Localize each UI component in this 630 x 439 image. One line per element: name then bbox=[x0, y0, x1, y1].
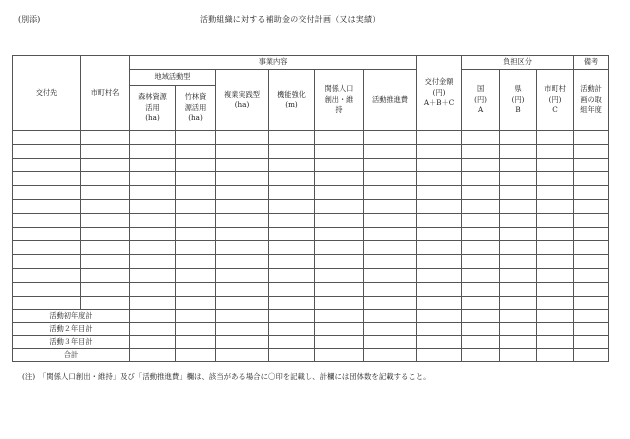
table-cell[interactable] bbox=[130, 144, 176, 158]
table-cell[interactable] bbox=[417, 255, 462, 269]
table-cell[interactable] bbox=[81, 282, 130, 296]
table-cell[interactable] bbox=[462, 323, 500, 336]
table-cell[interactable] bbox=[216, 282, 269, 296]
table-cell[interactable] bbox=[462, 349, 500, 362]
table-cell[interactable] bbox=[216, 172, 269, 186]
header-related-population: 関係人口 創出・維 持 bbox=[315, 70, 364, 131]
table-cell[interactable] bbox=[81, 131, 130, 145]
table-cell[interactable] bbox=[130, 213, 176, 227]
table-cell[interactable] bbox=[574, 227, 609, 241]
table-cell[interactable] bbox=[315, 158, 364, 172]
table-cell[interactable] bbox=[537, 131, 574, 145]
table-cell[interactable] bbox=[500, 227, 537, 241]
header-business-content: 事業内容 bbox=[130, 56, 417, 70]
table-cell[interactable] bbox=[417, 227, 462, 241]
table-cell[interactable] bbox=[315, 213, 364, 227]
table-cell[interactable] bbox=[315, 310, 364, 323]
table-cell[interactable] bbox=[130, 282, 176, 296]
table-cell[interactable] bbox=[216, 213, 269, 227]
table-cell[interactable] bbox=[574, 323, 609, 336]
table-cell[interactable] bbox=[364, 144, 417, 158]
table-cell[interactable] bbox=[537, 296, 574, 310]
table-cell[interactable] bbox=[130, 131, 176, 145]
table-cell[interactable] bbox=[537, 268, 574, 282]
table-cell[interactable] bbox=[81, 144, 130, 158]
table-cell[interactable] bbox=[537, 336, 574, 349]
table-cell[interactable] bbox=[176, 144, 216, 158]
table-cell[interactable] bbox=[81, 199, 130, 213]
table-cell[interactable] bbox=[269, 349, 315, 362]
header-city: 市町村 (円) C bbox=[537, 70, 574, 131]
table-cell[interactable] bbox=[462, 268, 500, 282]
table-cell[interactable] bbox=[500, 323, 537, 336]
table-cell[interactable] bbox=[574, 172, 609, 186]
table-cell[interactable] bbox=[462, 131, 500, 145]
table-cell[interactable] bbox=[130, 323, 176, 336]
table-cell[interactable] bbox=[537, 282, 574, 296]
total-row bbox=[13, 336, 609, 349]
table-cell[interactable] bbox=[315, 172, 364, 186]
table-cell[interactable] bbox=[216, 268, 269, 282]
total-row-label: 合計 bbox=[13, 349, 130, 362]
table-cell[interactable] bbox=[364, 131, 417, 145]
table-cell[interactable] bbox=[13, 172, 81, 186]
table-cell[interactable] bbox=[216, 349, 269, 362]
table-cell[interactable] bbox=[574, 241, 609, 255]
table-cell[interactable] bbox=[315, 241, 364, 255]
table-cell[interactable] bbox=[500, 158, 537, 172]
table-cell[interactable] bbox=[269, 255, 315, 269]
total-row bbox=[13, 349, 609, 362]
table-cell[interactable] bbox=[216, 144, 269, 158]
table-cell[interactable] bbox=[315, 282, 364, 296]
table-row bbox=[13, 172, 609, 186]
table-cell[interactable] bbox=[364, 186, 417, 200]
table-cell[interactable] bbox=[269, 241, 315, 255]
table-cell[interactable] bbox=[364, 213, 417, 227]
table-cell[interactable] bbox=[462, 227, 500, 241]
table-cell[interactable] bbox=[130, 241, 176, 255]
table-cell[interactable] bbox=[269, 268, 315, 282]
table-cell[interactable] bbox=[81, 268, 130, 282]
table-cell[interactable] bbox=[537, 241, 574, 255]
table-cell[interactable] bbox=[269, 199, 315, 213]
table-cell[interactable] bbox=[500, 172, 537, 186]
attachment-label: (別添) bbox=[18, 15, 41, 24]
table-cell[interactable] bbox=[574, 336, 609, 349]
table-cell[interactable] bbox=[364, 199, 417, 213]
table-cell[interactable] bbox=[81, 213, 130, 227]
table-cell[interactable] bbox=[417, 213, 462, 227]
header-burden: 負担区分 bbox=[462, 56, 574, 70]
table-cell[interactable] bbox=[417, 186, 462, 200]
table-cell[interactable] bbox=[364, 349, 417, 362]
table-cell[interactable] bbox=[216, 227, 269, 241]
total-row-label: 活動初年度計 bbox=[13, 310, 130, 323]
subsidy-plan-table bbox=[12, 55, 609, 362]
table-cell[interactable] bbox=[13, 213, 81, 227]
table-row bbox=[13, 282, 609, 296]
table-cell[interactable] bbox=[364, 158, 417, 172]
table-cell[interactable] bbox=[537, 323, 574, 336]
table-cell[interactable] bbox=[364, 241, 417, 255]
table-cell[interactable] bbox=[500, 336, 537, 349]
table-cell[interactable] bbox=[130, 268, 176, 282]
table-cell[interactable] bbox=[574, 186, 609, 200]
table-cell[interactable] bbox=[417, 336, 462, 349]
table-cell[interactable] bbox=[462, 172, 500, 186]
table-cell[interactable] bbox=[130, 255, 176, 269]
table-cell[interactable] bbox=[216, 158, 269, 172]
total-row bbox=[13, 323, 609, 336]
table-row bbox=[13, 144, 609, 158]
table-cell[interactable] bbox=[13, 268, 81, 282]
table-cell[interactable] bbox=[537, 310, 574, 323]
table-cell[interactable] bbox=[537, 227, 574, 241]
table-body bbox=[13, 131, 609, 362]
header-forest-resource: 森林資源 活用 (ha) bbox=[130, 86, 176, 131]
table-cell[interactable] bbox=[269, 227, 315, 241]
table-cell[interactable] bbox=[81, 186, 130, 200]
table-row bbox=[13, 241, 609, 255]
table-cell[interactable] bbox=[500, 199, 537, 213]
footnote: (注) 「関係人口創出・維持」及び「活動推進費」欄は、該当がある場合に〇印を記載し、計欄には団体数を記載すること。 bbox=[22, 372, 431, 381]
table-cell[interactable] bbox=[417, 323, 462, 336]
table-cell[interactable] bbox=[13, 144, 81, 158]
table-cell[interactable] bbox=[130, 296, 176, 310]
table-cell[interactable] bbox=[364, 323, 417, 336]
table-row bbox=[13, 227, 609, 241]
table-cell[interactable] bbox=[500, 131, 537, 145]
table-cell[interactable] bbox=[537, 172, 574, 186]
table-cell[interactable] bbox=[364, 310, 417, 323]
table-cell[interactable] bbox=[417, 241, 462, 255]
document-title: 活動組織に対する補助金の交付計画（又は実績） bbox=[200, 15, 381, 24]
table-cell[interactable] bbox=[537, 144, 574, 158]
total-row bbox=[13, 310, 609, 323]
table-cell[interactable] bbox=[269, 213, 315, 227]
table-cell[interactable] bbox=[315, 186, 364, 200]
table-cell[interactable] bbox=[81, 158, 130, 172]
table-cell[interactable] bbox=[462, 282, 500, 296]
table-row bbox=[13, 255, 609, 269]
header-activity-plan-year: 活動計 画の取 組年度 bbox=[574, 70, 609, 131]
table-cell[interactable] bbox=[269, 172, 315, 186]
table-cell[interactable] bbox=[462, 199, 500, 213]
table-cell[interactable] bbox=[176, 213, 216, 227]
table-cell[interactable] bbox=[315, 349, 364, 362]
table-cell[interactable] bbox=[462, 158, 500, 172]
table-cell[interactable] bbox=[130, 172, 176, 186]
table-cell[interactable] bbox=[574, 199, 609, 213]
table-cell[interactable] bbox=[574, 158, 609, 172]
table-cell[interactable] bbox=[417, 296, 462, 310]
table-cell[interactable] bbox=[269, 282, 315, 296]
header-bamboo-resource: 竹林資 源活用 (ha) bbox=[176, 86, 216, 131]
table-cell[interactable] bbox=[130, 336, 176, 349]
table-cell[interactable] bbox=[537, 199, 574, 213]
table-cell[interactable] bbox=[417, 268, 462, 282]
header-remarks: 備考 bbox=[574, 56, 609, 70]
table-cell[interactable] bbox=[13, 241, 81, 255]
table-cell[interactable] bbox=[269, 158, 315, 172]
table-cell[interactable] bbox=[500, 310, 537, 323]
table-cell[interactable] bbox=[176, 255, 216, 269]
table-cell[interactable] bbox=[500, 296, 537, 310]
table-cell[interactable] bbox=[216, 131, 269, 145]
table-cell[interactable] bbox=[537, 186, 574, 200]
table-cell[interactable] bbox=[269, 296, 315, 310]
table-cell[interactable] bbox=[130, 199, 176, 213]
table-cell[interactable] bbox=[500, 186, 537, 200]
header-grant-amount: 交付金額 (円) A＋B＋C bbox=[417, 56, 462, 131]
table-cell[interactable] bbox=[216, 241, 269, 255]
table-cell[interactable] bbox=[176, 268, 216, 282]
table-row bbox=[13, 213, 609, 227]
table-row bbox=[13, 296, 609, 310]
table-cell[interactable] bbox=[574, 282, 609, 296]
table-cell[interactable] bbox=[216, 310, 269, 323]
table-cell[interactable] bbox=[176, 186, 216, 200]
header-function-strengthening: 機能強化 (m) bbox=[269, 70, 315, 131]
table-cell[interactable] bbox=[500, 282, 537, 296]
table-cell[interactable] bbox=[176, 227, 216, 241]
table-cell[interactable] bbox=[130, 349, 176, 362]
table-cell[interactable] bbox=[462, 213, 500, 227]
table-cell[interactable] bbox=[574, 255, 609, 269]
table-cell[interactable] bbox=[364, 255, 417, 269]
header-country: 国 (円) A bbox=[462, 70, 500, 131]
table-cell[interactable] bbox=[176, 310, 216, 323]
table-cell[interactable] bbox=[81, 255, 130, 269]
table-cell[interactable] bbox=[364, 282, 417, 296]
table-cell[interactable] bbox=[269, 336, 315, 349]
table-cell[interactable] bbox=[537, 158, 574, 172]
table-cell[interactable] bbox=[364, 336, 417, 349]
table-cell[interactable] bbox=[216, 199, 269, 213]
table-cell[interactable] bbox=[315, 296, 364, 310]
table-cell[interactable] bbox=[462, 241, 500, 255]
table-cell[interactable] bbox=[500, 213, 537, 227]
table-cell[interactable] bbox=[315, 199, 364, 213]
header-prefecture: 県 (円) B bbox=[500, 70, 537, 131]
table-cell[interactable] bbox=[500, 144, 537, 158]
table-cell[interactable] bbox=[417, 349, 462, 362]
table-row bbox=[13, 131, 609, 145]
table-cell[interactable] bbox=[176, 282, 216, 296]
table-cell[interactable] bbox=[462, 144, 500, 158]
table-cell[interactable] bbox=[269, 323, 315, 336]
table-cell[interactable] bbox=[216, 323, 269, 336]
table-cell[interactable] bbox=[537, 255, 574, 269]
table-cell[interactable] bbox=[13, 296, 81, 310]
table-cell[interactable] bbox=[315, 336, 364, 349]
table-cell[interactable] bbox=[13, 227, 81, 241]
table-cell[interactable] bbox=[176, 158, 216, 172]
table-cell[interactable] bbox=[176, 323, 216, 336]
table-cell[interactable] bbox=[81, 227, 130, 241]
header-recipient: 交付先 bbox=[13, 56, 81, 131]
table-cell[interactable] bbox=[176, 336, 216, 349]
table-cell[interactable] bbox=[176, 241, 216, 255]
table-cell[interactable] bbox=[574, 296, 609, 310]
table-row bbox=[13, 199, 609, 213]
table-cell[interactable] bbox=[13, 186, 81, 200]
table-cell[interactable] bbox=[500, 255, 537, 269]
header-municipality: 市町村名 bbox=[81, 56, 130, 131]
table-cell[interactable] bbox=[574, 131, 609, 145]
table-cell[interactable] bbox=[315, 268, 364, 282]
table-cell[interactable] bbox=[315, 323, 364, 336]
table-cell[interactable] bbox=[574, 310, 609, 323]
table-cell[interactable] bbox=[574, 268, 609, 282]
table-cell[interactable] bbox=[81, 296, 130, 310]
table-row bbox=[13, 268, 609, 282]
table-cell[interactable] bbox=[574, 213, 609, 227]
table-cell[interactable] bbox=[315, 131, 364, 145]
table-cell[interactable] bbox=[13, 131, 81, 145]
table-cell[interactable] bbox=[417, 172, 462, 186]
table-cell[interactable] bbox=[417, 282, 462, 296]
table-row bbox=[13, 158, 609, 172]
table-cell[interactable] bbox=[269, 131, 315, 145]
table-cell[interactable] bbox=[176, 199, 216, 213]
table-cell[interactable] bbox=[176, 131, 216, 145]
table-cell[interactable] bbox=[176, 349, 216, 362]
header-regional-type: 地域活動型 bbox=[130, 70, 216, 86]
header-promotion-cost: 活動推進費 bbox=[364, 70, 417, 131]
table-cell[interactable] bbox=[176, 172, 216, 186]
table-cell[interactable] bbox=[500, 268, 537, 282]
table-cell[interactable] bbox=[537, 213, 574, 227]
table-cell[interactable] bbox=[81, 241, 130, 255]
table-cell[interactable] bbox=[364, 227, 417, 241]
table-cell[interactable] bbox=[462, 310, 500, 323]
table-cell[interactable] bbox=[315, 227, 364, 241]
table-cell[interactable] bbox=[364, 296, 417, 310]
table-cell[interactable] bbox=[364, 268, 417, 282]
table-cell[interactable] bbox=[269, 186, 315, 200]
table-cell[interactable] bbox=[130, 186, 176, 200]
table-cell[interactable] bbox=[417, 144, 462, 158]
table-cell[interactable] bbox=[130, 310, 176, 323]
table-cell[interactable] bbox=[315, 255, 364, 269]
table-cell[interactable] bbox=[417, 158, 462, 172]
table-cell[interactable] bbox=[462, 336, 500, 349]
table-cell[interactable] bbox=[269, 310, 315, 323]
table-cell[interactable] bbox=[417, 199, 462, 213]
table-cell[interactable] bbox=[130, 227, 176, 241]
table-cell[interactable] bbox=[130, 158, 176, 172]
total-row-label: 活動３年目計 bbox=[13, 336, 130, 349]
table-cell[interactable] bbox=[574, 349, 609, 362]
table-cell[interactable] bbox=[574, 144, 609, 158]
table-cell[interactable] bbox=[13, 158, 81, 172]
table-cell[interactable] bbox=[216, 296, 269, 310]
table-cell[interactable] bbox=[500, 349, 537, 362]
table-cell[interactable] bbox=[462, 255, 500, 269]
table-cell[interactable] bbox=[81, 172, 130, 186]
table-cell[interactable] bbox=[462, 296, 500, 310]
table-cell[interactable] bbox=[13, 255, 81, 269]
table-cell[interactable] bbox=[417, 310, 462, 323]
header-multiple-business: 複業実践型 (ha) bbox=[216, 70, 269, 131]
table-cell[interactable] bbox=[417, 131, 462, 145]
table-cell[interactable] bbox=[13, 282, 81, 296]
table-cell[interactable] bbox=[216, 336, 269, 349]
table-cell[interactable] bbox=[216, 186, 269, 200]
table-cell[interactable] bbox=[364, 172, 417, 186]
table-cell[interactable] bbox=[315, 144, 364, 158]
table-cell[interactable] bbox=[216, 255, 269, 269]
table-cell[interactable] bbox=[500, 241, 537, 255]
table-cell[interactable] bbox=[13, 199, 81, 213]
table-row bbox=[13, 186, 609, 200]
table-cell[interactable] bbox=[462, 186, 500, 200]
total-row-label: 活動２年目計 bbox=[13, 323, 130, 336]
table-cell[interactable] bbox=[269, 144, 315, 158]
table-cell[interactable] bbox=[176, 296, 216, 310]
table-cell[interactable] bbox=[537, 349, 574, 362]
